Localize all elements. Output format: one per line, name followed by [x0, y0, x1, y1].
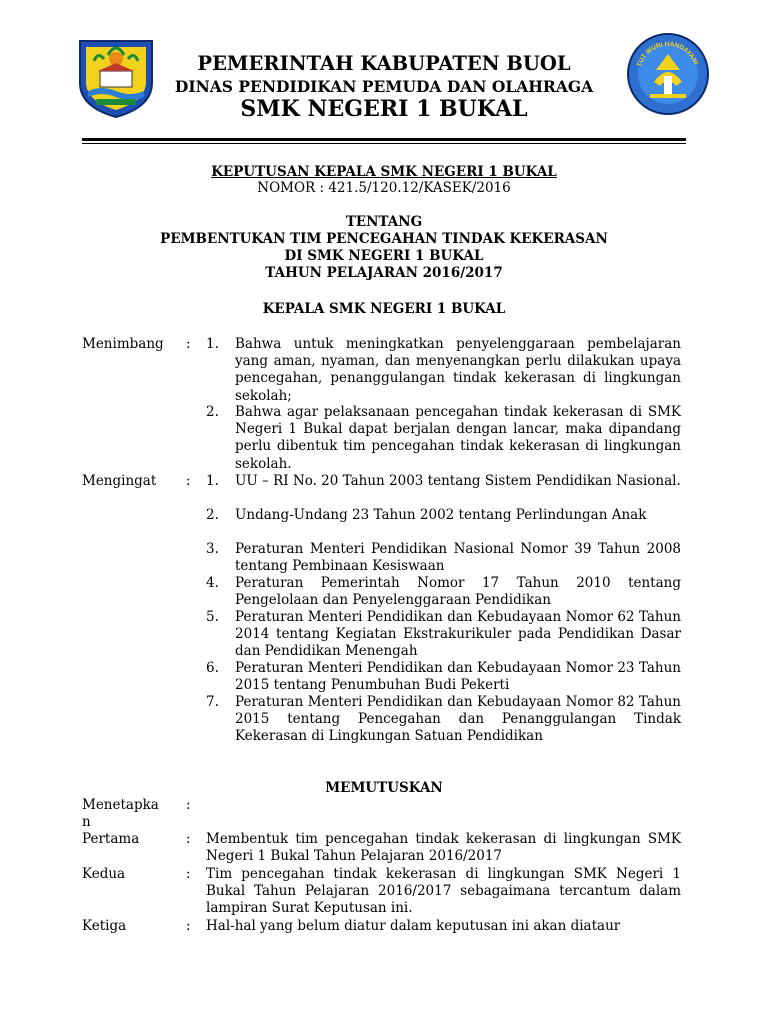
- mengingat-item-2: Undang-Undang 23 Tahun 2002 tentang Perlindungan Anak: [235, 507, 647, 523]
- menimbang-label: Menimbang: [82, 336, 164, 352]
- ketiga-colon: :: [186, 918, 191, 934]
- subject-line-1: PEMBENTUKAN TIM PENCEGAHAN TINDAK KEKERASAN: [160, 231, 608, 247]
- mengingat-item-6: Peraturan Menteri Pendidikan dan Kebudayaan Nomor 23 Tahun 2015 tentang Penumbuhan Budi Pekerti: [235, 660, 681, 694]
- letterhead: [0, 0, 768, 140]
- menimbang-num-2: 2.: [206, 404, 219, 420]
- mengingat-item-5: Peraturan Menteri Pendidikan dan Kebudayaan Nomor 62 Tahun 2014 tentang Kegiatan Ekstrakurikuler pada Pendidikan Dasar dan Pendidikan Menengah: [235, 609, 681, 660]
- mengingat-num-2: 2.: [206, 507, 219, 523]
- mengingat-item-1: UU – RI No. 20 Tahun 2003 tentang Sistem Pendidikan Nasional.: [235, 473, 681, 489]
- mengingat-colon: :: [186, 473, 191, 489]
- pertama-colon: :: [186, 831, 191, 847]
- tut-wuri-handayani-logo-icon: [626, 32, 710, 116]
- header-divider-thin: [82, 143, 686, 144]
- ketiga-text: Hal-hal yang belum diatur dalam keputusan ini akan diataur: [206, 918, 621, 934]
- pertama-text: Membentuk tim pencegahan tindak kekerasan di lingkungan SMK Negeri 1 Bukal Tahun Pelajaran 2016/2017: [206, 831, 681, 865]
- menetapkan-label: Menetapkan: [82, 797, 159, 831]
- menimbang-colon: :: [186, 336, 191, 352]
- menetapkan-colon: :: [186, 797, 191, 813]
- mengingat-num-5: 5.: [206, 609, 219, 625]
- decree-number: NOMOR : 421.5/120.12/KASEK/2016: [257, 180, 511, 196]
- tentang-heading: TENTANG: [345, 214, 423, 230]
- subject-line-3: TAHUN PELAJARAN 2016/2017: [265, 265, 503, 281]
- subject-line-2: DI SMK NEGERI 1 BUKAL: [284, 248, 484, 264]
- kedua-text: Tim pencegahan tindak kekerasan di lingkungan SMK Negeri 1 Bukal Tahun Pelajaran 2016/2017 sebagaimana tercantum dalam lampiran Surat Keputusan ini.: [206, 866, 681, 917]
- mengingat-num-3: 3.: [206, 541, 219, 557]
- department-name: DINAS PENDIDIKAN PEMUDA DAN OLAHRAGA: [174, 77, 594, 96]
- memutuskan-heading: MEMUTUSKAN: [325, 780, 443, 796]
- mengingat-num-1: 1.: [206, 473, 219, 489]
- menimbang-item-1: Bahwa untuk meningkatkan penyelenggaraan pembelajaran yang aman, nyaman, dan menyenangkan perlu dilakukan upaya pencegahan, penanggulangan tindak kekerasan di lingkungan sekolah;: [235, 336, 681, 404]
- agency-name: PEMERINTAH KABUPATEN BUOL: [197, 52, 571, 75]
- header-divider-thick: [82, 138, 686, 141]
- mengingat-item-3: Peraturan Menteri Pendidikan Nasional Nomor 39 Tahun 2008 tentang Pembinaan Kesiswaan: [235, 541, 681, 575]
- menimbang-num-1: 1.: [206, 336, 219, 352]
- issuer-heading: KEPALA SMK NEGERI 1 BUKAL: [262, 301, 506, 317]
- menimbang-item-2: Bahwa agar pelaksanaan pencegahan tindak kekerasan di SMK Negeri 1 Bukal dapat berjalan dengan lancar, maka dipandang perlu dibentuk tim pencegahan tindak kekerasan di lingkungan sekolah.: [235, 404, 681, 472]
- mengingat-item-7: Peraturan Menteri Pendidikan dan Kebudayaan Nomor 82 Tahun 2015 tentang Pencegahan dan Penanggulangan Tindak Kekerasan di Lingkungan Satuan Pendidikan: [235, 694, 681, 745]
- decree-heading: KEPUTUSAN KEPALA SMK NEGERI 1 BUKAL: [211, 164, 557, 180]
- mengingat-num-4: 4.: [206, 575, 219, 591]
- pertama-label: Pertama: [82, 831, 140, 847]
- mengingat-item-4: Peraturan Pemerintah Nomor 17 Tahun 2010 tentang Pengelolaan dan Penyelenggaraan Pendidikan: [235, 575, 681, 609]
- mengingat-label: Mengingat: [82, 473, 157, 489]
- kedua-colon: :: [186, 866, 191, 882]
- school-name: SMK NEGERI 1 BUKAL: [240, 96, 528, 122]
- mengingat-num-7: 7.: [206, 694, 219, 710]
- kabupaten-buol-crest-icon: [74, 35, 158, 119]
- kedua-label: Kedua: [82, 866, 126, 882]
- ketiga-label: Ketiga: [82, 918, 127, 934]
- mengingat-num-6: 6.: [206, 660, 219, 676]
- svg-text:TUT WURI HANDAYANI: TUT WURI HANDAYANI: [636, 40, 700, 68]
